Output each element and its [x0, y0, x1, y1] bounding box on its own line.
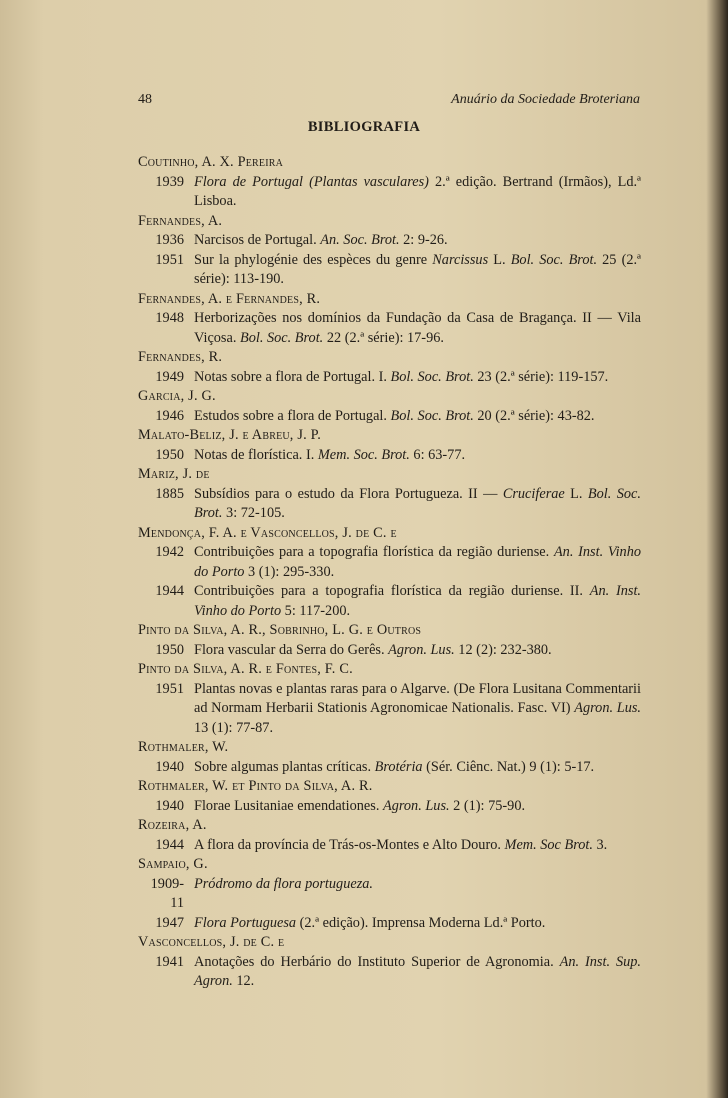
bibliography-entry [138, 641, 641, 661]
entry-year: 1939 [155, 173, 184, 190]
entry-citation [194, 446, 641, 466]
entry-citation [194, 953, 641, 992]
bibliography-entry [138, 407, 641, 427]
citation-italic-segment: Bol. Soc. Brot. [194, 485, 641, 521]
entry-citation [194, 797, 641, 817]
bibliography-entry [138, 836, 641, 856]
citation-italic-segment: Mem. Soc. Brot. [317, 446, 410, 463]
entry-year: 1944 [155, 583, 184, 599]
entry-year: 1885 [155, 485, 184, 502]
citation-italic-segment: Mem. Soc Brot. [504, 836, 593, 853]
citation-segment: 3. [592, 836, 608, 853]
citation-italic-segment: Brotéria [374, 758, 423, 775]
citation-segment: (2.ª edição). Imprensa Moderna Ld.ª Porto. [296, 914, 546, 931]
entry-year: 1940 [155, 797, 184, 814]
entry-citation [194, 485, 641, 524]
author-line: Rothmaler, W. [138, 739, 229, 755]
author-line: Rothmaler, W. et Pinto da Silva, A. R. [138, 778, 373, 794]
citation-segment: 13 (1): 77-87. [194, 719, 274, 736]
bibliography-entry [138, 875, 641, 914]
bibliography-entry [138, 173, 641, 212]
entry-citation [194, 914, 641, 934]
citation-italic-segment: Narcissus [432, 251, 489, 268]
journal-title: Anuário da Sociedade Broteriana [451, 92, 640, 107]
entry-citation [194, 680, 641, 739]
author-line: Coutinho, A. X. Pereira [138, 154, 284, 170]
bibliography-entry [138, 485, 641, 524]
bibliography-entry [138, 309, 641, 348]
citation-segment: Notas de florística. I. [194, 446, 318, 463]
entry-citation [194, 231, 641, 251]
citation-segment: 6: 63-77. [409, 446, 466, 463]
citation-segment: 3 (1): 295-330. [244, 563, 335, 580]
bibliography-entry [138, 914, 641, 934]
running-header [138, 92, 640, 112]
citation-italic-segment: Pródromo da flora portugueza. [194, 875, 373, 892]
bibliography-entry [138, 680, 641, 739]
citation-segment: 12. [232, 973, 255, 989]
entry-year: 1909-11 [150, 875, 184, 911]
citation-segment: Contribuições para a topografia florística da região duriense. II. [194, 583, 590, 599]
citation-segment: Anotações do Herbário do Instituto Superior de Agronomia. [194, 953, 560, 970]
entry-citation [194, 758, 641, 778]
citation-italic-segment: Flora de Portugal (Plantas vasculares) [194, 173, 429, 190]
author-line: Rozeira, A. [138, 817, 207, 833]
entry-citation [194, 368, 641, 388]
citation-italic-segment: Cruciferae [502, 485, 565, 502]
bibliography-entry [138, 582, 641, 621]
citation-segment: Herborizações nos domínios da Fundação da Casa de Bragança. II — Vila Viçosa. [194, 310, 641, 346]
bibliography-entry [138, 543, 641, 582]
citation-segment: Plantas novas e plantas raras para o Algarve. (De Flora Lusitana Commentarii ad Normam Herbarii Stationis Agronomicae Nationalis. Fasc. VI) [194, 680, 641, 716]
bibliography-entry [138, 953, 641, 992]
entry-citation [194, 582, 641, 621]
author-line: Mariz, J. de [138, 466, 210, 482]
entry-citation [194, 543, 641, 582]
citation-italic-segment: Bol. Soc. Brot. [390, 407, 474, 424]
entry-year: 1951 [155, 251, 184, 268]
citation-italic-segment: Flora Portuguesa [194, 914, 297, 931]
citation-segment: Florae Lusitaniae emendationes. [194, 797, 383, 814]
citation-italic-segment: An. Inst. Vinho do Porto [194, 583, 641, 619]
bibliography-entry [138, 231, 641, 251]
entry-year: 1950 [155, 446, 184, 463]
author-line: Garcia, J. G. [138, 388, 216, 404]
bibliography-entry [138, 368, 641, 388]
citation-italic-segment: Agron. Lus. [388, 641, 455, 658]
citation-segment: L. [564, 485, 588, 502]
citation-segment: 2 (1): 75-90. [449, 797, 526, 814]
author-line: Pinto da Silva, A. R., Sobrinho, L. G. e Outros [138, 622, 422, 638]
citation-segment: 5: 117-200. [281, 602, 351, 619]
entry-year: 1947 [155, 914, 184, 931]
page-number: 48 [138, 92, 152, 107]
citation-italic-segment: Agron. Lus. [574, 700, 641, 716]
entry-citation [194, 836, 641, 856]
citation-segment: Contribuições para a topografia florística da região duriense. [194, 544, 554, 560]
author-line: Sampaio, G. [138, 856, 208, 872]
citation-italic-segment: Agron. Lus. [382, 797, 450, 814]
entry-citation [194, 173, 641, 212]
citation-segment: Narcisos de Portugal. [194, 232, 321, 248]
entry-citation [194, 875, 641, 914]
citation-segment: Flora vascular da Serra do Gerês. [194, 641, 389, 658]
citation-segment: 2: 9-26. [399, 232, 448, 248]
citation-segment: Sur la phylogénie des espèces du genre [194, 251, 433, 268]
citation-segment: Notas sobre a flora de Portugal. I. [194, 368, 391, 385]
citation-segment: 25 (2.ª série): 113-190. [194, 251, 641, 287]
citation-segment: A flora da província de Trás-os-Montes e Alto Douro. [194, 836, 505, 853]
bibliography-list [138, 153, 641, 992]
bibliography-entry [138, 797, 641, 817]
citation-italic-segment: An. Soc. Brot. [320, 232, 400, 248]
author-line: Pinto da Silva, A. R. e Fontes, F. C. [138, 661, 353, 677]
citation-segment: 22 (2.ª série): 17-96. [323, 329, 444, 346]
entry-year: 1950 [155, 641, 184, 658]
entry-citation [194, 407, 641, 427]
entry-year: 1948 [155, 310, 184, 326]
author-line: Mendonça, F. A. e Vasconcellos, J. de C. e [138, 524, 397, 541]
citation-italic-segment: Bol. Soc. Brot. [240, 329, 324, 346]
citation-italic-segment: An. Inst. Sup. Agron. [194, 953, 641, 989]
citation-segment: L. [488, 251, 511, 268]
citation-segment: 3: 72-105. [222, 505, 285, 521]
bibliography-entry [138, 758, 641, 778]
entry-year: 1942 [155, 544, 184, 560]
author-line: Fernandes, R. [138, 349, 223, 365]
citation-segment: Subsídios para o estudo da Flora Portugueza. II — [194, 485, 503, 502]
entry-citation [194, 251, 641, 290]
entry-citation [194, 641, 641, 661]
author-line: Fernandes, A. [138, 212, 223, 229]
citation-segment: Sobre algumas plantas críticas. [194, 758, 375, 775]
entry-year: 1946 [155, 407, 184, 424]
citation-italic-segment: Bol. Soc. Brot. [510, 251, 598, 268]
citation-segment: 2.ª edição. Bertrand (Irmãos), Ld.ª Lisboa. [194, 173, 641, 209]
entry-year: 1936 [155, 232, 184, 248]
author-line: Vasconcellos, J. de C. e [138, 934, 285, 950]
bibliography-entry [138, 446, 641, 466]
entry-year: 1951 [155, 680, 184, 697]
author-line: Malato-Beliz, J. e Abreu, J. P. [138, 427, 322, 443]
entry-year: 1949 [155, 368, 184, 385]
entry-year: 1944 [155, 836, 184, 853]
citation-segment: 20 (2.ª série): 43-82. [473, 407, 595, 424]
bibliography-entry [138, 251, 641, 290]
citation-segment: (Sér. Ciênc. Nat.) 9 (1): 5-17. [422, 758, 595, 775]
citation-italic-segment: Bol. Soc. Brot. [390, 368, 474, 385]
citation-segment: Estudos sobre a flora de Portugal. [194, 407, 391, 424]
entry-citation [194, 309, 641, 348]
citation-segment: 23 (2.ª série): 119-157. [473, 368, 609, 385]
citation-italic-segment: An. Inst. Vinho do Porto [194, 544, 641, 580]
section-heading: BIBLIOGRAFIA [307, 119, 421, 135]
entry-year: 1941 [155, 953, 184, 970]
citation-segment: 12 (2): 232-380. [454, 641, 552, 658]
author-line: Fernandes, A. e Fernandes, R. [138, 290, 321, 307]
entry-year: 1940 [155, 758, 184, 775]
